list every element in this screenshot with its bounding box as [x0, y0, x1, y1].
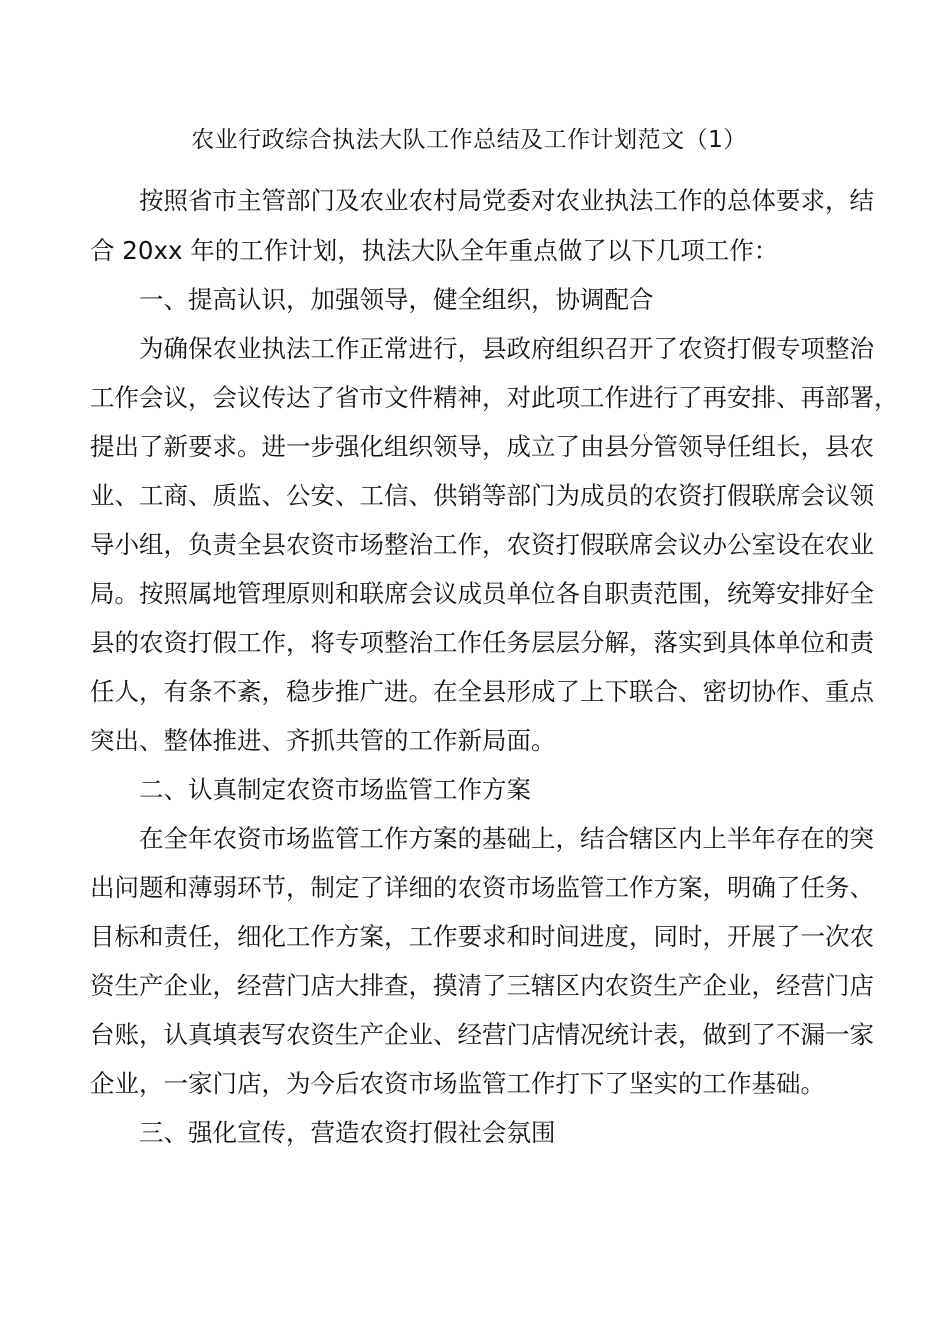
document-title: 农业行政综合执法大队工作总结及工作计划范文（1）: [191, 127, 747, 153]
text-line: 工作会议，会议传达了省市文件精神，对此项工作进行了再安排、再部署，: [90, 383, 899, 412]
text-line: 提出了新要求。进一步强化组织领导，成立了由县分管领导任组长，县农: [90, 432, 874, 461]
text-line-intro-2: 合 20xx 年的工作计划，执法大队全年重点做了以下几项工作：: [90, 236, 779, 265]
text-line: 出问题和薄弱环节，制定了详细的农资市场监管工作方案，明确了任务、: [90, 873, 874, 902]
text-line: 企业，一家门店，为今后农资市场监管工作打下了坚实的工作基础。: [90, 1069, 825, 1098]
text-line: 任人，有条不紊，稳步推广进。在全县形成了上下联合、密切协作、重点: [90, 677, 874, 706]
text-line: 导小组，负责全县农资市场整治工作，农资打假联席会议办公室设在农业: [90, 530, 874, 559]
section-heading-1: 一、提高认识，加强领导，健全组织，协调配合: [139, 285, 654, 314]
text-line: 资生产企业，经营门店大排查，摸清了三辖区内农资生产企业，经营门店: [90, 971, 874, 1000]
section-heading-2: 二、认真制定农资市场监管工作方案: [139, 775, 531, 804]
section-heading-3: 三、强化宣传，营造农资打假社会氛围: [139, 1118, 556, 1147]
text-line: 为确保农业执法工作正常进行，县政府组织召开了农资打假专项整治: [139, 334, 874, 363]
text-line: 台账，认真填表写农资生产企业、经营门店情况统计表，做到了不漏一家: [90, 1020, 874, 1049]
text-line: 突出、整体推进、齐抓共管的工作新局面。: [90, 726, 556, 755]
text-line: 在全年农资市场监管工作方案的基础上，结合辖区内上半年存在的突: [139, 824, 874, 853]
text-line: 县的农资打假工作，将专项整治工作任务层层分解，落实到具体单位和责: [90, 628, 874, 657]
text-line: 局。按照属地管理原则和联席会议成员单位各自职责范围，统筹安排好全: [90, 579, 874, 608]
text-line: 目标和责任，细化工作方案，工作要求和时间进度，同时，开展了一次农: [90, 922, 874, 951]
text-line: 业、工商、质监、公安、工信、供销等部门为成员的农资打假联席会议领: [90, 481, 874, 510]
text-line-intro-1: 按照省市主管部门及农业农村局党委对农业执法工作的总体要求，结: [139, 186, 874, 215]
